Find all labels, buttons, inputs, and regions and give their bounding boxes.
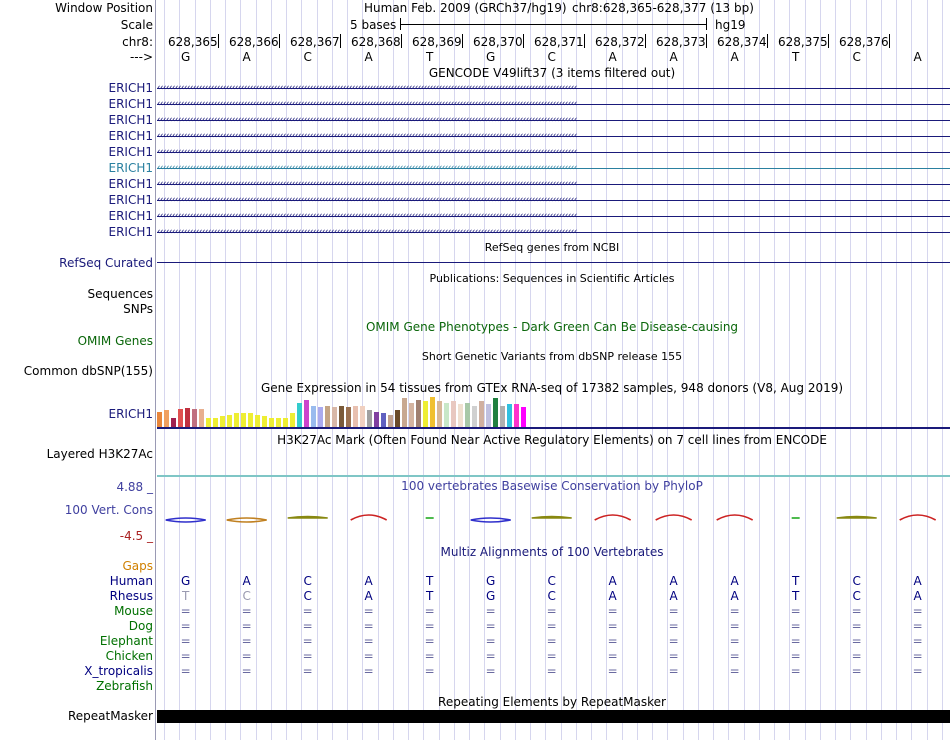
aligned-base: =: [729, 649, 740, 663]
aligned-base: =: [790, 649, 801, 663]
base-letter: G: [486, 50, 496, 64]
aligned-base: =: [668, 649, 679, 663]
aligned-base: A: [730, 574, 739, 588]
gtex-tissue-bar[interactable]: [178, 409, 183, 427]
gtex-tissue-bar[interactable]: [276, 418, 281, 427]
grid-line: [759, 0, 760, 740]
phylop-mark: [351, 515, 387, 520]
aligned-base: T: [425, 589, 434, 603]
publications-track-title[interactable]: Publications: Sequences in Scientific Articles: [429, 272, 675, 285]
gtex-tissue-bar[interactable]: [241, 413, 246, 427]
gencode-strand-arrows: ‹‹‹‹‹‹‹‹‹‹‹‹‹‹‹‹‹‹‹‹‹‹‹‹‹‹‹‹‹‹‹‹‹‹‹‹‹‹‹‹‹‹‹‹‹‹‹‹‹‹‹‹‹‹‹‹‹‹‹‹‹‹‹‹‹‹‹‹‹‹‹‹‹‹‹‹‹‹‹‹‹‹‹‹‹‹‹‹‹‹‹‹‹‹‹‹‹‹‹‹‹‹‹‹‹‹‹‹‹‹‹‹‹‹‹‹‹‹‹‹‹‹‹‹‹‹‹‹‹‹‹‹‹‹‹‹‹‹‹‹: [157, 195, 577, 205]
gencode-gene-label[interactable]: ERICH1: [108, 97, 153, 111]
coordinate-tick: [828, 34, 829, 48]
gtex-tissue-bar[interactable]: [493, 398, 498, 427]
gtex-tissue-bar[interactable]: [437, 401, 442, 427]
grid-line: [683, 0, 684, 740]
gtex-tissue-bar[interactable]: [262, 416, 267, 427]
gtex-track-title[interactable]: Gene Expression in 54 tissues from GTEx RNA-seq of 17382 samples, 948 donors (V8, Aug 2019): [260, 381, 844, 395]
gtex-tissue-bar[interactable]: [521, 407, 526, 427]
repeatmasker-block[interactable]: [157, 710, 950, 723]
h3k27ac-label[interactable]: Layered H3K27Ac: [46, 447, 153, 461]
aligned-base: =: [485, 619, 496, 633]
phylop-mark: [656, 515, 692, 520]
h3k27ac-track-title[interactable]: H3K27Ac Mark (Often Found Near Active Regulatory Elements) on 7 cell lines from ENCODE: [277, 433, 827, 447]
phylop-track-title[interactable]: 100 vertebrates Basewise Conservation by PhyloP: [401, 479, 703, 493]
phylop-mark: [837, 517, 877, 519]
gencode-gene-label[interactable]: ERICH1: [108, 113, 153, 127]
aligned-base: =: [729, 604, 740, 618]
gtex-tissue-bar[interactable]: [311, 406, 316, 427]
grid-line: [286, 0, 287, 740]
aligned-base: =: [912, 634, 923, 648]
coordinate-tick: [523, 34, 524, 48]
gtex-tissue-bar[interactable]: [388, 415, 393, 427]
gtex-tissue-bar[interactable]: [199, 409, 204, 427]
aligned-base: G: [181, 574, 191, 588]
aligned-base: T: [791, 574, 800, 588]
gtex-tissue-bar[interactable]: [234, 413, 239, 427]
aligned-base: C: [852, 574, 861, 588]
species-label[interactable]: Chicken: [105, 649, 153, 663]
aligned-base: =: [241, 604, 252, 618]
gtex-tissue-bar[interactable]: [269, 418, 274, 427]
coordinate-tick: [401, 34, 402, 48]
grid-line: [698, 0, 699, 740]
gtex-tissue-bar[interactable]: [402, 398, 407, 427]
aligned-base: =: [241, 664, 252, 678]
assembly-title: Human Feb. 2009 (GRCh37/hg19): [364, 1, 567, 15]
gtex-tissue-bar[interactable]: [206, 418, 211, 427]
repeatmasker-label[interactable]: RepeatMasker: [67, 709, 153, 723]
grid-line: [652, 0, 653, 740]
aligned-base: =: [424, 619, 435, 633]
aligned-base: T: [425, 574, 434, 588]
coordinate-tick: [279, 34, 280, 48]
aligned-base: =: [729, 664, 740, 678]
phylop-mark: [471, 518, 511, 522]
base-letter: T: [791, 50, 800, 64]
aligned-base: =: [912, 649, 923, 663]
grid-line: [561, 0, 562, 740]
aligned-base: =: [302, 619, 313, 633]
aligned-base: C: [303, 589, 312, 603]
aligned-base: =: [180, 634, 191, 648]
gtex-tissue-bar[interactable]: [325, 406, 330, 427]
aligned-base: =: [668, 664, 679, 678]
coordinate-tick: [767, 34, 768, 48]
aligned-base: C: [547, 574, 556, 588]
grid-line: [454, 0, 455, 740]
gtex-tissue-bar[interactable]: [360, 406, 365, 427]
coordinate-label: 628,369: [412, 35, 462, 49]
aligned-base: =: [546, 664, 557, 678]
gencode-gene-label[interactable]: ERICH1: [108, 209, 153, 223]
aligned-base: =: [546, 619, 557, 633]
species-label[interactable]: Rhesus: [109, 589, 153, 603]
grid-line: [637, 0, 638, 740]
grid-line: [500, 0, 501, 740]
omim-track-title[interactable]: OMIM Gene Phenotypes - Dark Green Can Be Disease-causing: [365, 320, 739, 334]
gtex-tissue-bar[interactable]: [423, 401, 428, 427]
aligned-base: =: [790, 664, 801, 678]
base-letter: A: [608, 50, 617, 64]
gtex-tissue-bar[interactable]: [367, 410, 372, 427]
gtex-tissue-bar[interactable]: [318, 407, 323, 427]
chrom-label: chr8:: [122, 35, 153, 49]
species-label[interactable]: Elephant: [99, 634, 153, 648]
grid-line: [820, 0, 821, 740]
aligned-base: =: [424, 649, 435, 663]
species-label[interactable]: Zebrafish: [96, 679, 153, 693]
gencode-gene-label[interactable]: ERICH1: [108, 193, 153, 207]
gtex-tissue-bar[interactable]: [227, 415, 232, 427]
aligned-base: =: [851, 604, 862, 618]
aligned-base: C: [547, 589, 556, 603]
grid-line: [515, 0, 516, 740]
base-letter: A: [913, 50, 922, 64]
grid-line: [393, 0, 394, 740]
coordinate-label: 628,366: [229, 35, 279, 49]
aligned-base: =: [790, 604, 801, 618]
gtex-tissue-bar[interactable]: [255, 415, 260, 427]
sequences-label[interactable]: Sequences: [87, 287, 153, 301]
aligned-base: =: [424, 604, 435, 618]
aligned-base: A: [913, 589, 922, 603]
gtex-tissue-bar[interactable]: [451, 401, 456, 427]
aligned-base: =: [485, 664, 496, 678]
aligned-base: =: [424, 664, 435, 678]
coordinate-label: 628,373: [656, 35, 706, 49]
gtex-tissue-bar[interactable]: [416, 400, 421, 427]
aligned-base: =: [546, 634, 557, 648]
coordinate-label: 628,374: [717, 35, 767, 49]
cons-label[interactable]: 100 Vert. Cons: [64, 503, 153, 517]
gencode-strand-arrows: ‹‹‹‹‹‹‹‹‹‹‹‹‹‹‹‹‹‹‹‹‹‹‹‹‹‹‹‹‹‹‹‹‹‹‹‹‹‹‹‹‹‹‹‹‹‹‹‹‹‹‹‹‹‹‹‹‹‹‹‹‹‹‹‹‹‹‹‹‹‹‹‹‹‹‹‹‹‹‹‹‹‹‹‹‹‹‹‹‹‹‹‹‹‹‹‹‹‹‹‹‹‹‹‹‹‹‹‹‹‹‹‹‹‹‹‹‹‹‹‹‹‹‹‹‹‹‹‹‹‹‹‹‹‹‹‹‹‹‹‹: [157, 115, 577, 125]
strand-label: --->: [129, 50, 153, 64]
aligned-base: =: [363, 649, 374, 663]
gtex-tissue-bar[interactable]: [374, 412, 379, 427]
grid-line: [591, 0, 592, 740]
aligned-base: C: [852, 589, 861, 603]
coordinate-label: 628,365: [168, 35, 218, 49]
grid-line: [896, 0, 897, 740]
gencode-strand-arrows: ‹‹‹‹‹‹‹‹‹‹‹‹‹‹‹‹‹‹‹‹‹‹‹‹‹‹‹‹‹‹‹‹‹‹‹‹‹‹‹‹‹‹‹‹‹‹‹‹‹‹‹‹‹‹‹‹‹‹‹‹‹‹‹‹‹‹‹‹‹‹‹‹‹‹‹‹‹‹‹‹‹‹‹‹‹‹‹‹‹‹‹‹‹‹‹‹‹‹‹‹‹‹‹‹‹‹‹‹‹‹‹‹‹‹‹‹‹‹‹‹‹‹‹‹‹‹‹‹‹‹‹‹‹‹‹‹‹‹‹‹: [157, 227, 577, 237]
grid-line: [210, 0, 211, 740]
aligned-base: C: [303, 574, 312, 588]
grid-line: [881, 0, 882, 740]
aligned-base: A: [242, 574, 251, 588]
aligned-base: =: [485, 604, 496, 618]
grid-line: [225, 0, 226, 740]
base-letter: C: [547, 50, 556, 64]
gtex-tissue-bar[interactable]: [283, 418, 288, 427]
aligned-base: =: [302, 664, 313, 678]
gencode-gene-label[interactable]: ERICH1: [108, 145, 153, 159]
multiz-track-title[interactable]: Multiz Alignments of 100 Vertebrates: [440, 545, 664, 559]
aligned-base: A: [669, 574, 678, 588]
grid-line: [195, 0, 196, 740]
aligned-base: A: [913, 574, 922, 588]
phylop-min: -4.5 _: [119, 529, 153, 543]
aligned-base: =: [241, 619, 252, 633]
phylop-mark: [717, 515, 753, 520]
aligned-base: =: [485, 649, 496, 663]
aligned-base: =: [302, 604, 313, 618]
aligned-base: A: [364, 589, 373, 603]
gtex-gene-label[interactable]: ERICH1: [108, 407, 153, 421]
coordinate-label: 628,371: [534, 35, 584, 49]
phylop-mark: [227, 518, 267, 522]
aligned-base: A: [608, 574, 617, 588]
gtex-tissue-bar[interactable]: [479, 401, 484, 427]
gtex-tissue-bar[interactable]: [185, 408, 190, 427]
aligned-base: =: [302, 634, 313, 648]
gtex-tissue-bar[interactable]: [339, 406, 344, 427]
coordinate-tick: [462, 34, 463, 48]
gencode-strand-arrows: ‹‹‹‹‹‹‹‹‹‹‹‹‹‹‹‹‹‹‹‹‹‹‹‹‹‹‹‹‹‹‹‹‹‹‹‹‹‹‹‹‹‹‹‹‹‹‹‹‹‹‹‹‹‹‹‹‹‹‹‹‹‹‹‹‹‹‹‹‹‹‹‹‹‹‹‹‹‹‹‹‹‹‹‹‹‹‹‹‹‹‹‹‹‹‹‹‹‹‹‹‹‹‹‹‹‹‹‹‹‹‹‹‹‹‹‹‹‹‹‹‹‹‹‹‹‹‹‹‹‹‹‹‹‹‹‹‹‹‹‹: [157, 163, 577, 173]
gtex-baseline: [157, 427, 950, 429]
grid-line: [774, 0, 775, 740]
grid-line: [576, 0, 577, 740]
phylop-signal: [157, 508, 950, 528]
gencode-gene-label[interactable]: ERICH1: [108, 161, 153, 175]
aligned-base: =: [363, 619, 374, 633]
grid-line: [271, 0, 272, 740]
gtex-tissue-bar[interactable]: [409, 403, 414, 427]
aligned-base: T: [181, 589, 190, 603]
phylop-mark: [595, 515, 631, 520]
aligned-base: =: [180, 649, 191, 663]
snps-label[interactable]: SNPs: [123, 302, 153, 316]
dbsnp-label[interactable]: Common dbSNP(155): [23, 364, 153, 378]
aligned-base: =: [668, 634, 679, 648]
grid-line: [622, 0, 623, 740]
coordinate-tick: [889, 34, 890, 48]
aligned-base: =: [729, 634, 740, 648]
species-label[interactable]: Dog: [128, 619, 153, 633]
refseq-gene-line[interactable]: [157, 262, 950, 263]
scale-label: Scale: [120, 18, 153, 32]
aligned-base: =: [790, 634, 801, 648]
aligned-base: =: [912, 664, 923, 678]
dbsnp-track-title[interactable]: Short Genetic Variants from dbSNP release 155: [421, 350, 683, 363]
gtex-tissue-bar[interactable]: [171, 418, 176, 427]
grid-line: [530, 0, 531, 740]
aligned-base: C: [242, 589, 251, 603]
aligned-base: =: [607, 604, 618, 618]
aligned-base: =: [729, 619, 740, 633]
gtex-tissue-bar[interactable]: [430, 397, 435, 427]
aligned-base: =: [790, 619, 801, 633]
h3k27ac-signal: [157, 475, 950, 477]
species-label[interactable]: X_tropicalis: [84, 664, 153, 678]
species-label[interactable]: Mouse: [114, 604, 153, 618]
phylop-mark: [900, 515, 936, 520]
gtex-tissue-bar[interactable]: [248, 413, 253, 427]
aligned-base: =: [607, 649, 618, 663]
coordinate-label: 628,375: [778, 35, 828, 49]
coordinate-label: 628,368: [351, 35, 401, 49]
aligned-base: =: [607, 634, 618, 648]
gencode-strand-arrows: ‹‹‹‹‹‹‹‹‹‹‹‹‹‹‹‹‹‹‹‹‹‹‹‹‹‹‹‹‹‹‹‹‹‹‹‹‹‹‹‹‹‹‹‹‹‹‹‹‹‹‹‹‹‹‹‹‹‹‹‹‹‹‹‹‹‹‹‹‹‹‹‹‹‹‹‹‹‹‹‹‹‹‹‹‹‹‹‹‹‹‹‹‹‹‹‹‹‹‹‹‹‹‹‹‹‹‹‹‹‹‹‹‹‹‹‹‹‹‹‹‹‹‹‹‹‹‹‹‹‹‹‹‹‹‹‹‹‹‹‹: [157, 131, 577, 141]
coordinate-label: 628,376: [839, 35, 889, 49]
gencode-strand-arrows: ‹‹‹‹‹‹‹‹‹‹‹‹‹‹‹‹‹‹‹‹‹‹‹‹‹‹‹‹‹‹‹‹‹‹‹‹‹‹‹‹‹‹‹‹‹‹‹‹‹‹‹‹‹‹‹‹‹‹‹‹‹‹‹‹‹‹‹‹‹‹‹‹‹‹‹‹‹‹‹‹‹‹‹‹‹‹‹‹‹‹‹‹‹‹‹‹‹‹‹‹‹‹‹‹‹‹‹‹‹‹‹‹‹‹‹‹‹‹‹‹‹‹‹‹‹‹‹‹‹‹‹‹‹‹‹‹‹‹‹‹: [157, 83, 577, 93]
gencode-gene-label[interactable]: ERICH1: [108, 129, 153, 143]
gencode-strand-arrows: ‹‹‹‹‹‹‹‹‹‹‹‹‹‹‹‹‹‹‹‹‹‹‹‹‹‹‹‹‹‹‹‹‹‹‹‹‹‹‹‹‹‹‹‹‹‹‹‹‹‹‹‹‹‹‹‹‹‹‹‹‹‹‹‹‹‹‹‹‹‹‹‹‹‹‹‹‹‹‹‹‹‹‹‹‹‹‹‹‹‹‹‹‹‹‹‹‹‹‹‹‹‹‹‹‹‹‹‹‹‹‹‹‹‹‹‹‹‹‹‹‹‹‹‹‹‹‹‹‹‹‹‹‹‹‹‹‹‹‹‹: [157, 211, 577, 221]
aligned-base: =: [180, 664, 191, 678]
gtex-tissue-bar[interactable]: [157, 412, 162, 427]
coordinate-label: 628,372: [595, 35, 645, 49]
phylop-mark: [288, 517, 328, 519]
gencode-strand-arrows: ‹‹‹‹‹‹‹‹‹‹‹‹‹‹‹‹‹‹‹‹‹‹‹‹‹‹‹‹‹‹‹‹‹‹‹‹‹‹‹‹‹‹‹‹‹‹‹‹‹‹‹‹‹‹‹‹‹‹‹‹‹‹‹‹‹‹‹‹‹‹‹‹‹‹‹‹‹‹‹‹‹‹‹‹‹‹‹‹‹‹‹‹‹‹‹‹‹‹‹‹‹‹‹‹‹‹‹‹‹‹‹‹‹‹‹‹‹‹‹‹‹‹‹‹‹‹‹‹‹‹‹‹‹‹‹‹‹‹‹‹: [157, 179, 577, 189]
aligned-base: =: [851, 649, 862, 663]
gencode-track-title[interactable]: GENCODE V49lift37 (3 items filtered out): [428, 66, 676, 80]
label-column-divider: [155, 0, 156, 740]
grid-line: [256, 0, 257, 740]
scale-text: 5 bases: [350, 18, 397, 32]
repeatmasker-track-title[interactable]: Repeating Elements by RepeatMasker: [438, 695, 666, 709]
gtex-tissue-bar[interactable]: [332, 407, 337, 427]
gencode-gene-label[interactable]: ERICH1: [108, 81, 153, 95]
grid-line: [713, 0, 714, 740]
gtex-tissue-bar[interactable]: [290, 413, 295, 427]
coordinate-tick: [706, 34, 707, 48]
grid-line: [927, 0, 928, 740]
aligned-base: =: [668, 619, 679, 633]
aligned-base: =: [668, 604, 679, 618]
gtex-tissue-bar[interactable]: [444, 403, 449, 427]
scale-bar-left-cap: [400, 18, 401, 30]
scale-bar: [400, 24, 706, 25]
aligned-base: =: [546, 604, 557, 618]
base-letter: G: [181, 50, 191, 64]
gtex-tissue-bar[interactable]: [486, 404, 491, 427]
gtex-tissue-bar[interactable]: [381, 413, 386, 427]
gtex-tissue-bar[interactable]: [500, 406, 505, 427]
gtex-tissue-bar[interactable]: [164, 410, 169, 427]
phylop-mark: [166, 518, 206, 522]
aligned-base: =: [485, 634, 496, 648]
base-letter: C: [303, 50, 312, 64]
gtex-tissue-bar[interactable]: [395, 410, 400, 427]
aligned-base: =: [546, 649, 557, 663]
base-letter: C: [852, 50, 861, 64]
aligned-base: A: [608, 589, 617, 603]
species-label[interactable]: Human: [109, 574, 153, 588]
aligned-base: =: [363, 664, 374, 678]
gtex-tissue-bar[interactable]: [507, 404, 512, 427]
aligned-base: =: [851, 619, 862, 633]
aligned-base: =: [302, 649, 313, 663]
aligned-base: =: [241, 634, 252, 648]
grid-line: [835, 0, 836, 740]
grid-line: [744, 0, 745, 740]
grid-line: [469, 0, 470, 740]
phylop-mark: [532, 517, 572, 519]
gtex-tissue-bar[interactable]: [514, 404, 519, 427]
base-letter: A: [364, 50, 373, 64]
aligned-base: G: [486, 589, 496, 603]
grid-line: [942, 0, 943, 740]
base-letter: A: [242, 50, 251, 64]
omim-label[interactable]: OMIM Genes: [77, 334, 153, 348]
aligned-base: =: [912, 619, 923, 633]
aligned-base: =: [607, 664, 618, 678]
gencode-strand-arrows: ‹‹‹‹‹‹‹‹‹‹‹‹‹‹‹‹‹‹‹‹‹‹‹‹‹‹‹‹‹‹‹‹‹‹‹‹‹‹‹‹‹‹‹‹‹‹‹‹‹‹‹‹‹‹‹‹‹‹‹‹‹‹‹‹‹‹‹‹‹‹‹‹‹‹‹‹‹‹‹‹‹‹‹‹‹‹‹‹‹‹‹‹‹‹‹‹‹‹‹‹‹‹‹‹‹‹‹‹‹‹‹‹‹‹‹‹‹‹‹‹‹‹‹‹‹‹‹‹‹‹‹‹‹‹‹‹‹‹‹‹: [157, 99, 577, 109]
aligned-base: T: [791, 589, 800, 603]
aligned-base: A: [730, 589, 739, 603]
grid-line: [347, 0, 348, 740]
base-letter: A: [669, 50, 678, 64]
refseq-track-title[interactable]: RefSeq genes from NCBI: [484, 241, 620, 254]
aligned-base: =: [241, 649, 252, 663]
aligned-base: =: [851, 664, 862, 678]
gencode-gene-label[interactable]: ERICH1: [108, 225, 153, 239]
aligned-base: =: [363, 604, 374, 618]
aligned-base: A: [364, 574, 373, 588]
aligned-base: =: [607, 619, 618, 633]
aligned-base: A: [669, 589, 678, 603]
coordinate-tick: [340, 34, 341, 48]
base-letter: T: [425, 50, 434, 64]
grid-line: [805, 0, 806, 740]
gtex-tissue-bar[interactable]: [346, 407, 351, 427]
aligned-base: =: [912, 604, 923, 618]
db-name: hg19: [715, 18, 746, 32]
gencode-gene-label[interactable]: ERICH1: [108, 177, 153, 191]
scale-bar-right-cap: [706, 18, 707, 30]
refseq-label[interactable]: RefSeq Curated: [59, 256, 153, 270]
aligned-base: =: [180, 604, 191, 618]
grid-line: [866, 0, 867, 740]
coordinate-label: 628,367: [290, 35, 340, 49]
aligned-base: =: [424, 634, 435, 648]
coordinate-tick: [645, 34, 646, 48]
phylop-max: 4.88 _: [116, 480, 153, 494]
gtex-tissue-bar[interactable]: [220, 416, 225, 427]
aligned-base: =: [851, 634, 862, 648]
gencode-strand-arrows: ‹‹‹‹‹‹‹‹‹‹‹‹‹‹‹‹‹‹‹‹‹‹‹‹‹‹‹‹‹‹‹‹‹‹‹‹‹‹‹‹‹‹‹‹‹‹‹‹‹‹‹‹‹‹‹‹‹‹‹‹‹‹‹‹‹‹‹‹‹‹‹‹‹‹‹‹‹‹‹‹‹‹‹‹‹‹‹‹‹‹‹‹‹‹‹‹‹‹‹‹‹‹‹‹‹‹‹‹‹‹‹‹‹‹‹‹‹‹‹‹‹‹‹‹‹‹‹‹‹‹‹‹‹‹‹‹‹‹‹‹: [157, 147, 577, 157]
grid-line: [378, 0, 379, 740]
grid-line: [408, 0, 409, 740]
coordinate-tick: [584, 34, 585, 48]
grid-line: [164, 0, 165, 740]
gtex-tissue-bar[interactable]: [353, 406, 358, 427]
aligned-base: G: [486, 574, 496, 588]
gtex-tissue-bar[interactable]: [213, 418, 218, 427]
gtex-tissue-bar[interactable]: [472, 406, 477, 427]
window-position-label: Window Position: [55, 1, 153, 15]
gaps-label[interactable]: Gaps: [122, 559, 153, 573]
aligned-base: =: [180, 619, 191, 633]
gtex-tissue-bar[interactable]: [465, 403, 470, 427]
gtex-tissue-bar[interactable]: [304, 400, 309, 427]
base-letter: A: [730, 50, 739, 64]
gtex-tissue-bar[interactable]: [297, 403, 302, 427]
position-range[interactable]: chr8:628,365-628,377 (13 bp): [572, 1, 754, 15]
gtex-tissue-bar[interactable]: [192, 409, 197, 427]
aligned-base: =: [363, 634, 374, 648]
grid-line: [317, 0, 318, 740]
coordinate-label: 628,370: [473, 35, 523, 49]
grid-line: [332, 0, 333, 740]
gtex-tissue-bar[interactable]: [458, 404, 463, 427]
grid-line: [439, 0, 440, 740]
coordinate-tick: [218, 34, 219, 48]
